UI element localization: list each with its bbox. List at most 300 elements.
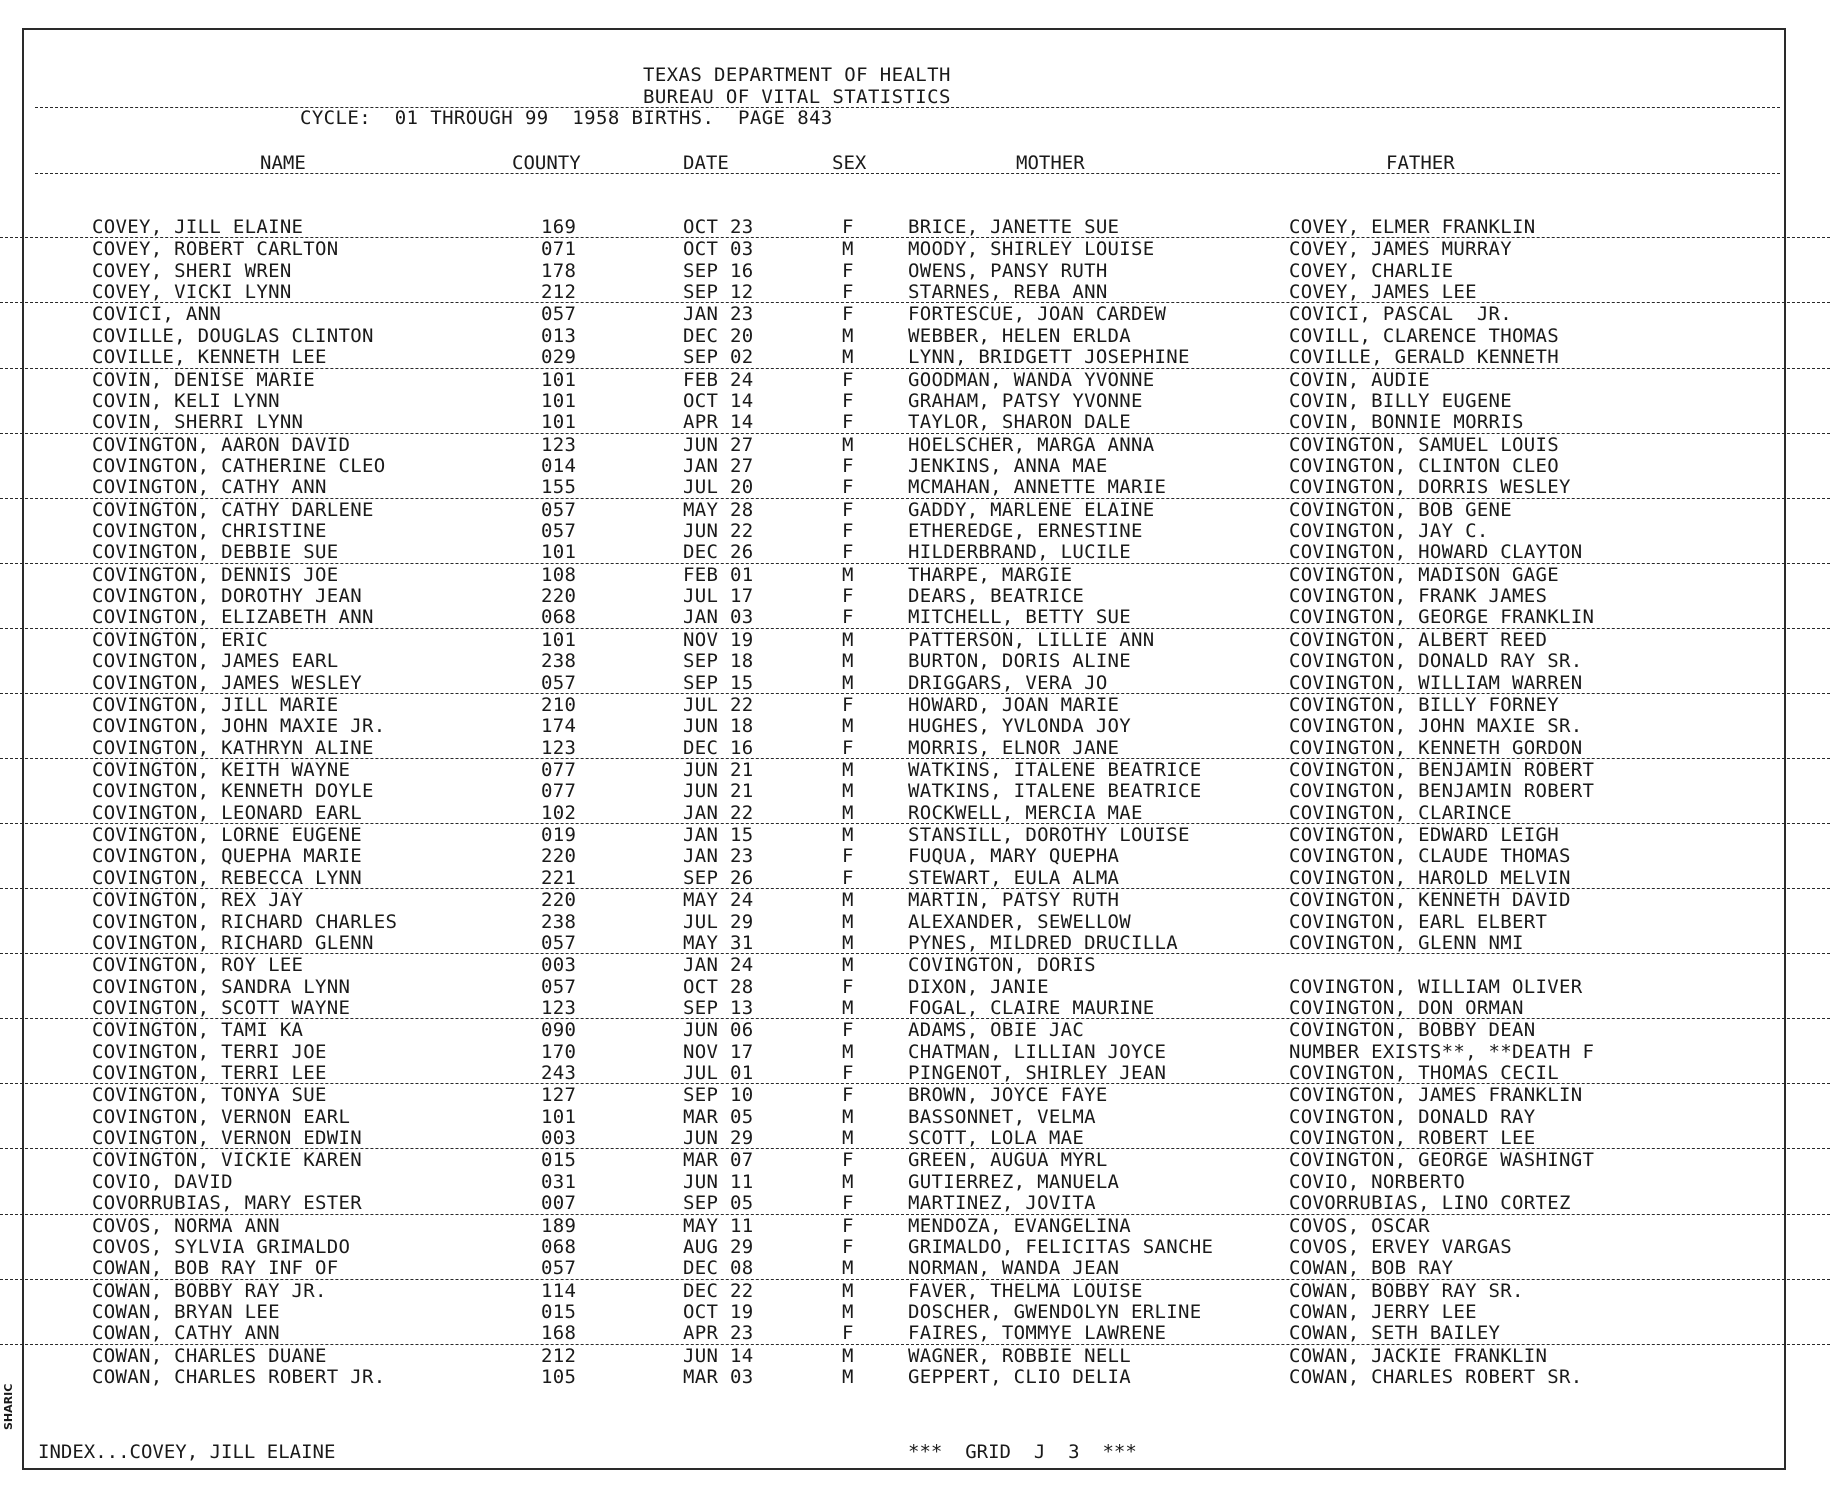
record-row: [0, 976, 1830, 997]
record-county: 212: [541, 281, 577, 304]
record-sex: M: [842, 1344, 854, 1367]
record-mother: DRIGGARS, VERA JO: [908, 671, 1108, 694]
record-father: COVIN, BONNIE MORRIS: [1289, 411, 1524, 434]
record-mother: FOGAL, CLAIRE MAURINE: [908, 996, 1155, 1019]
record-name: COVINGTON, KATHRYN ALINE: [92, 736, 374, 759]
record-sex: F: [842, 476, 854, 499]
record-row: [0, 346, 1830, 368]
record-county: 212: [541, 1344, 577, 1367]
record-father: COVINGTON, WILLIAM OLIVER: [1289, 975, 1583, 998]
footer-grid: *** GRID J 3 ***: [908, 1441, 1137, 1463]
column-header-date: DATE: [683, 152, 729, 174]
record-father: COWAN, CHARLES ROBERT SR.: [1289, 1366, 1583, 1389]
record-sex: F: [842, 866, 854, 889]
record-county: 238: [541, 910, 577, 933]
record-mother: FAIRES, TOMMYE LAWRENE: [908, 1322, 1167, 1345]
record-father: COVINGTON, KENNETH GORDON: [1289, 736, 1583, 759]
record-name: COVINGTON, LORNE EUGENE: [92, 824, 362, 847]
record-mother: CHATMAN, LILLIAN JOYCE: [908, 1040, 1167, 1063]
record-county: 101: [541, 389, 577, 412]
record-name: COVINGTON, DOROTHY JEAN: [92, 585, 362, 608]
record-father: COVINGTON, GLENN NMI: [1289, 931, 1524, 954]
record-father: COVINGTON, DONALD RAY SR.: [1289, 650, 1583, 673]
record-row: [0, 585, 1830, 606]
record-father: COVINGTON, BOBBY DEAN: [1289, 1019, 1536, 1042]
record-county: 238: [541, 650, 577, 673]
record-sex: M: [842, 671, 854, 694]
side-mark: SHARIC: [2, 1383, 15, 1430]
record-county: 007: [541, 1192, 577, 1215]
record-mother: PYNES, MILDRED DRUCILLA: [908, 931, 1178, 954]
record-mother: ETHEREDGE, ERNESTINE: [908, 520, 1143, 543]
record-date: SEP 05: [683, 1192, 754, 1215]
record-father: COVINGTON, FRANK JAMES: [1289, 585, 1548, 608]
record-name: COVINGTON, CATHY ANN: [92, 476, 327, 499]
record-county: 101: [541, 368, 577, 391]
record-name: COVINGTON, TERRI LEE: [92, 1062, 327, 1085]
record-date: OCT 23: [683, 216, 754, 238]
record-father: COVIN, BILLY EUGENE: [1289, 389, 1513, 412]
record-county: 108: [541, 563, 577, 586]
record-date: JAN 15: [683, 824, 754, 847]
record-mother: ADAMS, OBIE JAC: [908, 1019, 1085, 1042]
record-date: FEB 01: [683, 563, 754, 586]
record-father: COVINGTON, BILLY FORNEY: [1289, 693, 1559, 716]
record-row: [0, 867, 1830, 889]
record-sex: F: [842, 1322, 854, 1345]
cycle-line: CYCLE: 01 THROUGH 99 1958 BIRTHS. PAGE 843: [300, 107, 833, 129]
record-father: COVINGTON, GEORGE WASHINGT: [1289, 1149, 1595, 1172]
record-date: JUL 29: [683, 910, 754, 933]
record-row: [0, 932, 1830, 954]
record-row: [0, 1257, 1830, 1279]
footer-index: INDEX...COVEY, JILL ELAINE: [38, 1441, 336, 1463]
record-sex: F: [842, 1084, 854, 1107]
record-name: COVINGTON, RICHARD GLENN: [92, 931, 374, 954]
record-row: [0, 1215, 1830, 1236]
record-county: 057: [541, 931, 577, 954]
record-county: 243: [541, 1062, 577, 1085]
record-name: COVILLE, KENNETH LEE: [92, 346, 327, 369]
record-name: COVINGTON, QUEPHA MARIE: [92, 845, 362, 868]
record-date: JAN 23: [683, 303, 754, 326]
record-mother: MCMAHAN, ANNETTE MARIE: [908, 476, 1167, 499]
record-county: 189: [541, 1214, 577, 1237]
record-mother: DIXON, JANIE: [908, 975, 1049, 998]
record-mother: BASSONNET, VELMA: [908, 1105, 1096, 1128]
record-row: [0, 303, 1830, 324]
record-father: COWAN, BOB RAY: [1289, 1257, 1454, 1280]
record-father: COVINGTON, DONALD RAY: [1289, 1105, 1536, 1128]
record-sex: M: [842, 346, 854, 369]
record-father: COVINGTON, JOHN MAXIE SR.: [1289, 715, 1583, 738]
record-father: COVILLE, GERALD KENNETH: [1289, 346, 1559, 369]
record-sex: F: [842, 389, 854, 412]
record-row: [0, 455, 1830, 476]
record-mother: ROCKWELL, MERCIA MAE: [908, 801, 1143, 824]
record-name: COVEY, JILL ELAINE: [92, 216, 304, 238]
record-sex: M: [842, 1170, 854, 1193]
record-date: DEC 26: [683, 541, 754, 564]
record-row: [0, 694, 1830, 715]
record-county: 071: [541, 238, 577, 261]
record-county: 057: [541, 498, 577, 521]
record-father: COVINGTON, ALBERT REED: [1289, 628, 1548, 651]
header-divider: [35, 107, 1780, 108]
record-name: COVINGTON, SANDRA LYNN: [92, 975, 351, 998]
record-mother: OWENS, PANSY RUTH: [908, 259, 1108, 282]
record-mother: JENKINS, ANNA MAE: [908, 454, 1108, 477]
record-date: JUL 01: [683, 1062, 754, 1085]
record-county: 101: [541, 411, 577, 434]
record-name: COVINGTON, CATHERINE CLEO: [92, 454, 386, 477]
record-row: [0, 889, 1830, 910]
record-mother: NORMAN, WANDA JEAN: [908, 1257, 1120, 1280]
record-row: [0, 759, 1830, 780]
record-mother: MARTIN, PATSY RUTH: [908, 889, 1120, 912]
record-row: [0, 564, 1830, 585]
record-date: DEC 22: [683, 1279, 754, 1302]
record-name: COWAN, BOBBY RAY JR.: [92, 1279, 327, 1302]
record-county: 019: [541, 824, 577, 847]
record-date: SEP 10: [683, 1084, 754, 1107]
record-father: COVINGTON, CLARINCE: [1289, 801, 1513, 824]
record-mother: HILDERBRAND, LUCILE: [908, 541, 1132, 564]
record-county: 101: [541, 1105, 577, 1128]
record-county: 220: [541, 585, 577, 608]
record-sex: F: [842, 281, 854, 304]
record-date: MAR 03: [683, 1366, 754, 1389]
record-father: COVINGTON, EARL ELBERT: [1289, 910, 1548, 933]
record-row: [0, 1236, 1830, 1257]
record-date: OCT 19: [683, 1300, 754, 1323]
record-father: COVOS, OSCAR: [1289, 1214, 1430, 1237]
record-sex: M: [842, 758, 854, 781]
record-row: [0, 1019, 1830, 1040]
record-row: [0, 1149, 1830, 1170]
record-date: SEP 13: [683, 996, 754, 1019]
record-row: [0, 1301, 1830, 1322]
record-mother: FUQUA, MARY QUEPHA: [908, 845, 1120, 868]
record-county: 169: [541, 216, 577, 238]
record-date: APR 14: [683, 411, 754, 434]
record-father: COWAN, JERRY LEE: [1289, 1300, 1477, 1323]
record-name: COVORRUBIAS, MARY ESTER: [92, 1192, 362, 1215]
record-sex: M: [842, 1040, 854, 1063]
record-county: 029: [541, 346, 577, 369]
record-name: COVINGTON, VERNON EARL: [92, 1105, 351, 1128]
record-date: JUN 21: [683, 758, 754, 781]
record-name: COVEY, ROBERT CARLTON: [92, 238, 339, 261]
record-name: COVINGTON, JAMES EARL: [92, 650, 339, 673]
column-header-county: COUNTY: [512, 152, 581, 174]
record-sex: M: [842, 1127, 854, 1150]
record-row: [0, 216, 1830, 238]
record-name: COVINGTON, DEBBIE SUE: [92, 541, 339, 564]
record-mother: MENDOZA, EVANGELINA: [908, 1214, 1132, 1237]
record-father: COVINGTON, GEORGE FRANKLIN: [1289, 606, 1595, 629]
record-date: JUN 18: [683, 715, 754, 738]
record-date: JUN 14: [683, 1344, 754, 1367]
record-name: COVINGTON, KEITH WAYNE: [92, 758, 351, 781]
record-county: 178: [541, 259, 577, 282]
record-father: COVINGTON, HOWARD CLAYTON: [1289, 541, 1583, 564]
record-name: COVINGTON, JAMES WESLEY: [92, 671, 362, 694]
record-name: COVINGTON, JILL MARIE: [92, 693, 339, 716]
record-father: COVINGTON, JAMES FRANKLIN: [1289, 1084, 1583, 1107]
record-date: JAN 22: [683, 801, 754, 824]
record-name: COWAN, CATHY ANN: [92, 1322, 280, 1345]
record-date: SEP 12: [683, 281, 754, 304]
record-father: COVIO, NORBERTO: [1289, 1170, 1466, 1193]
record-name: COVEY, VICKI LYNN: [92, 281, 292, 304]
record-sex: F: [842, 693, 854, 716]
agency-title: TEXAS DEPARTMENT OF HEALTH: [643, 64, 951, 86]
record-row: [0, 629, 1830, 650]
record-father: COVILL, CLARENCE THOMAS: [1289, 324, 1559, 347]
record-mother: STEWART, EULA ALMA: [908, 866, 1120, 889]
record-mother: GOODMAN, WANDA YVONNE: [908, 368, 1155, 391]
record-row: [0, 650, 1830, 671]
record-mother: STANSILL, DOROTHY LOUISE: [908, 824, 1190, 847]
record-mother: FORTESCUE, JOAN CARDEW: [908, 303, 1167, 326]
record-sex: M: [842, 1279, 854, 1302]
record-date: JAN 03: [683, 606, 754, 629]
record-father: COVINGTON, BENJAMIN ROBERT: [1289, 758, 1595, 781]
column-header-mother: MOTHER: [1016, 152, 1085, 174]
record-sex: M: [842, 889, 854, 912]
record-mother: MOODY, SHIRLEY LOUISE: [908, 238, 1155, 261]
record-mother: FAVER, THELMA LOUISE: [908, 1279, 1143, 1302]
record-date: JUL 20: [683, 476, 754, 499]
record-sex: M: [842, 996, 854, 1019]
record-sex: F: [842, 1149, 854, 1172]
record-father: COVINGTON, SAMUEL LOUIS: [1289, 433, 1559, 456]
record-mother: WEBBER, HELEN ERLDA: [908, 324, 1132, 347]
record-date: MAR 07: [683, 1149, 754, 1172]
record-name: COVINGTON, LEONARD EARL: [92, 801, 362, 824]
record-date: OCT 28: [683, 975, 754, 998]
record-father: COVINGTON, BOB GENE: [1289, 498, 1513, 521]
record-row: [0, 1062, 1830, 1084]
record-date: JUN 22: [683, 520, 754, 543]
record-row: [0, 1192, 1830, 1214]
record-date: SEP 16: [683, 259, 754, 282]
record-row: [0, 997, 1830, 1019]
record-date: JAN 23: [683, 845, 754, 868]
record-sex: M: [842, 1105, 854, 1128]
record-name: COVINGTON, VICKIE KAREN: [92, 1149, 362, 1172]
record-name: COVINGTON, AARON DAVID: [92, 433, 351, 456]
record-row: [0, 325, 1830, 346]
record-date: JUN 06: [683, 1019, 754, 1042]
record-county: 123: [541, 736, 577, 759]
record-county: 221: [541, 866, 577, 889]
record-county: 013: [541, 324, 577, 347]
record-sex: M: [842, 1366, 854, 1389]
record-mother: STARNES, REBA ANN: [908, 281, 1108, 304]
record-father: COWAN, BOBBY RAY SR.: [1289, 1279, 1524, 1302]
record-row: [0, 737, 1830, 759]
record-date: JUN 11: [683, 1170, 754, 1193]
record-county: 168: [541, 1322, 577, 1345]
record-father: COVINGTON, EDWARD LEIGH: [1289, 824, 1559, 847]
record-county: 068: [541, 606, 577, 629]
record-mother: ALEXANDER, SEWELLOW: [908, 910, 1132, 933]
column-header-divider: [35, 173, 1780, 174]
record-mother: HOELSCHER, MARGA ANNA: [908, 433, 1155, 456]
record-sex: F: [842, 1192, 854, 1215]
record-county: 057: [541, 975, 577, 998]
record-father: COVEY, CHARLIE: [1289, 259, 1454, 282]
record-date: DEC 20: [683, 324, 754, 347]
record-sex: M: [842, 563, 854, 586]
record-county: 170: [541, 1040, 577, 1063]
record-name: COVINGTON, TERRI JOE: [92, 1040, 327, 1063]
record-sex: F: [842, 975, 854, 998]
record-name: COVEY, SHERI WREN: [92, 259, 292, 282]
record-row: [0, 238, 1830, 259]
record-sex: M: [842, 910, 854, 933]
record-row: [0, 1084, 1830, 1105]
record-sex: F: [842, 606, 854, 629]
record-name: COVINGTON, CATHY DARLENE: [92, 498, 374, 521]
record-county: 014: [541, 454, 577, 477]
record-sex: F: [842, 1062, 854, 1085]
record-row: [0, 845, 1830, 866]
record-county: 015: [541, 1149, 577, 1172]
record-father: COVINGTON, WILLIAM WARREN: [1289, 671, 1583, 694]
record-date: DEC 16: [683, 736, 754, 759]
record-row: [0, 780, 1830, 801]
record-row: [0, 390, 1830, 411]
record-mother: BROWN, JOYCE FAYE: [908, 1084, 1108, 1107]
record-county: 210: [541, 693, 577, 716]
record-row: [0, 1366, 1830, 1387]
record-row: [0, 411, 1830, 433]
record-county: 220: [541, 845, 577, 868]
record-mother: LYNN, BRIDGETT JOSEPHINE: [908, 346, 1190, 369]
record-sex: M: [842, 1300, 854, 1323]
record-name: COVILLE, DOUGLAS CLINTON: [92, 324, 374, 347]
record-date: JUN 21: [683, 780, 754, 803]
record-mother: WAGNER, ROBBIE NELL: [908, 1344, 1132, 1367]
record-mother: GRAHAM, PATSY YVONNE: [908, 389, 1143, 412]
record-name: COVINGTON, VERNON EDWIN: [92, 1127, 362, 1150]
record-sex: F: [842, 303, 854, 326]
record-date: MAY 28: [683, 498, 754, 521]
record-county: 101: [541, 628, 577, 651]
record-mother: GADDY, MARLENE ELAINE: [908, 498, 1155, 521]
record-name: COVICI, ANN: [92, 303, 222, 326]
record-name: COVINGTON, SCOTT WAYNE: [92, 996, 351, 1019]
record-mother: WATKINS, ITALENE BEATRICE: [908, 780, 1202, 803]
record-sex: F: [842, 736, 854, 759]
record-county: 105: [541, 1366, 577, 1389]
record-mother: WATKINS, ITALENE BEATRICE: [908, 758, 1202, 781]
record-mother: GEPPERT, CLIO DELIA: [908, 1366, 1132, 1389]
record-date: APR 23: [683, 1322, 754, 1345]
record-father: COVINGTON, THOMAS CECIL: [1289, 1062, 1559, 1085]
record-mother: GUTIERREZ, MANUELA: [908, 1170, 1120, 1193]
record-date: NOV 19: [683, 628, 754, 651]
record-county: 077: [541, 758, 577, 781]
record-father: COVINGTON, MADISON GAGE: [1289, 563, 1559, 586]
record-date: MAY 24: [683, 889, 754, 912]
record-row: [0, 520, 1830, 541]
record-mother: TAYLOR, SHARON DALE: [908, 411, 1132, 434]
record-sex: F: [842, 259, 854, 282]
record-father: COWAN, JACKIE FRANKLIN: [1289, 1344, 1548, 1367]
record-mother: HUGHES, YVLONDA JOY: [908, 715, 1132, 738]
record-mother: PATTERSON, LILLIE ANN: [908, 628, 1155, 651]
record-name: COWAN, BRYAN LEE: [92, 1300, 280, 1323]
record-sex: F: [842, 585, 854, 608]
record-county: 101: [541, 541, 577, 564]
record-mother: SCOTT, LOLA MAE: [908, 1127, 1085, 1150]
record-row: [0, 281, 1830, 303]
record-mother: GRIMALDO, FELICITAS SANCHE: [908, 1235, 1214, 1258]
record-sex: M: [842, 954, 854, 977]
record-row: [0, 1171, 1830, 1192]
record-row: [0, 954, 1830, 975]
record-mother: COVINGTON, DORIS: [908, 954, 1096, 977]
record-mother: DOSCHER, GWENDOLYN ERLINE: [908, 1300, 1202, 1323]
record-mother: MITCHELL, BETTY SUE: [908, 606, 1132, 629]
column-header-sex: SEX: [832, 152, 867, 174]
record-date: AUG 29: [683, 1235, 754, 1258]
record-date: MAY 11: [683, 1214, 754, 1237]
record-name: COVINGTON, TONYA SUE: [92, 1084, 327, 1107]
records-list: [0, 216, 1830, 1387]
record-name: COWAN, CHARLES DUANE: [92, 1344, 327, 1367]
record-name: COWAN, CHARLES ROBERT JR.: [92, 1366, 386, 1389]
record-county: 123: [541, 996, 577, 1019]
record-name: COVINGTON, CHRISTINE: [92, 520, 327, 543]
record-date: DEC 08: [683, 1257, 754, 1280]
record-name: COVINGTON, JOHN MAXIE JR.: [92, 715, 386, 738]
record-mother: BRICE, JANETTE SUE: [908, 216, 1120, 238]
record-county: 155: [541, 476, 577, 499]
record-row: [0, 1280, 1830, 1301]
record-row: [0, 369, 1830, 390]
record-father: NUMBER EXISTS**, **DEATH F: [1289, 1040, 1595, 1063]
record-sex: M: [842, 324, 854, 347]
record-name: COVINGTON, KENNETH DOYLE: [92, 780, 374, 803]
record-father: COVINGTON, CLINTON CLEO: [1289, 454, 1559, 477]
record-sex: F: [842, 368, 854, 391]
record-row: [0, 434, 1830, 455]
record-father: COVORRUBIAS, LINO CORTEZ: [1289, 1192, 1571, 1215]
record-date: SEP 15: [683, 671, 754, 694]
record-date: FEB 24: [683, 368, 754, 391]
record-father: COVOS, ERVEY VARGAS: [1289, 1235, 1513, 1258]
record-county: 102: [541, 801, 577, 824]
record-row: [0, 911, 1830, 932]
record-father: COVEY, JAMES MURRAY: [1289, 238, 1513, 261]
record-name: COVINGTON, DENNIS JOE: [92, 563, 339, 586]
record-sex: M: [842, 824, 854, 847]
record-sex: M: [842, 801, 854, 824]
record-date: MAR 05: [683, 1105, 754, 1128]
record-sex: F: [842, 454, 854, 477]
record-row: [0, 541, 1830, 563]
bureau-title: BUREAU OF VITAL STATISTICS: [643, 86, 951, 108]
record-father: COWAN, SETH BAILEY: [1289, 1322, 1501, 1345]
record-county: 003: [541, 954, 577, 977]
record-mother: GREEN, AUGUA MYRL: [908, 1149, 1108, 1172]
record-name: COVIO, DAVID: [92, 1170, 233, 1193]
